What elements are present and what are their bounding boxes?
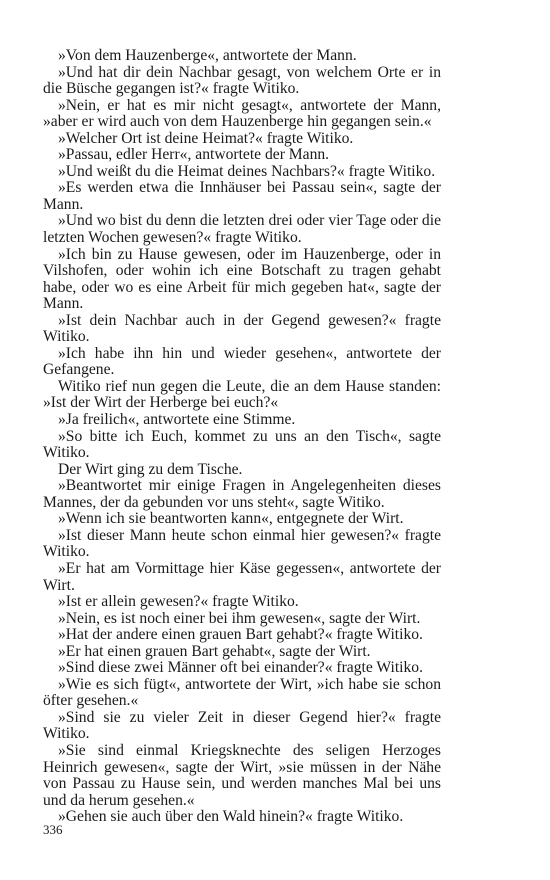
paragraph: »Nein, es ist noch einer bei ihm gewesen«, sagte der Wirt. xyxy=(58,609,421,627)
paragraph: »Ich habe ihn hin und wieder gesehen«, antwortete der Gefangene. xyxy=(43,344,441,379)
paragraph: »Und hat dir dein Nachbar gesagt, von welchem Orte er in die Büsche gegangen ist?« fragte Witiko. xyxy=(43,63,441,98)
paragraph: »Ist dein Nachbar auch in der Gegend gewesen?« fragte Witiko. xyxy=(43,311,441,346)
paragraph: »Beantwortet mir einige Fragen in Angelegenheiten dieses Mannes, der da gebunden vor uns steht«, sagte Witiko. xyxy=(43,477,441,511)
paragraph: »Sind sie zu vieler Zeit in dieser Gegend hier?« fragte Witiko. xyxy=(43,708,441,743)
paragraph: »Und weißt du die Heimat deines Nachbars?« fragte Witiko. xyxy=(58,162,436,180)
paragraph: »Sind diese zwei Männer oft bei einander?« fragte Witiko. xyxy=(58,659,423,677)
paragraph: »Von dem Hauzenberge«, antwortete der Mann. xyxy=(58,47,357,64)
page-number: 336 xyxy=(43,822,63,837)
paragraph: »Ich bin zu Hause gewesen, oder im Hauzenberge, oder in Vilshofen, oder wohin ich eine Botschaft zu tragen gehabt habe, oder wo es eine Arbeit für mich gegeben hat«, sagte der Mann. xyxy=(43,245,441,313)
paragraph: »Ist dieser Mann heute schon einmal hier gewesen?« fragte Witiko. xyxy=(43,526,441,561)
paragraph: »Ja freilich«, antwortete eine Stimme. xyxy=(58,411,296,429)
paragraph: »So bitte ich Euch, kommet zu uns an den Tisch«, sagte Witiko. xyxy=(43,427,441,462)
paragraph: »Welcher Ort ist deine Heimat?« fragte Witiko. xyxy=(58,129,354,147)
paragraph: »Sie sind einmal Kriegsknechte des seligen Herzoges Heinrich gewesen«, sagte der Wirt, »sie müssen in der Nähe von Passau zu Hause sein, und werden manches Mal bei uns und da herum gesehen.« xyxy=(43,741,441,809)
paragraph: »Er hat einen grauen Bart gehabt«, sagte der Wirt. xyxy=(58,642,371,660)
paragraph: »Er hat am Vormittage hier Käse gegessen«, antwortete der Wirt. xyxy=(43,559,441,594)
paragraph: »Und wo bist du denn die letzten drei oder vier Tage oder die letzten Wochen gewesen?« fragte Witiko. xyxy=(43,212,441,247)
paragraph: Witiko rief nun gegen die Leute, die an dem Hause standen: »Ist der Wirt der Herberge bei euch?« xyxy=(43,377,441,412)
book-page-text xyxy=(43,48,441,826)
paragraph: »Passau, edler Herr«, antwortete der Mann. xyxy=(58,146,330,164)
paragraph: »Nein, er hat es mir nicht gesagt«, antwortete der Mann, »aber er wird auch von dem Hauzenberge hin gegangen sein.« xyxy=(43,96,441,131)
paragraph: »Ist er allein gewesen?« fragte Witiko. xyxy=(58,593,299,611)
paragraph: Der Wirt ging zu dem Tische. xyxy=(58,460,243,478)
paragraph: »Hat der andere einen grauen Bart gehabt?« fragte Witiko. xyxy=(58,626,423,644)
paragraph: »Gehen sie auch über den Wald hinein?« fragte Witiko. xyxy=(58,808,404,826)
paragraph: »Wie es sich fügt«, antwortete der Wirt, »ich habe sie schon öfter gesehen.« xyxy=(43,675,441,710)
paragraph: »Wenn ich sie beantworten kann«, entgegnete der Wirt. xyxy=(58,510,404,528)
paragraph: »Es werden etwa die Innhäuser bei Passau sein«, sagte der Mann. xyxy=(43,179,441,213)
